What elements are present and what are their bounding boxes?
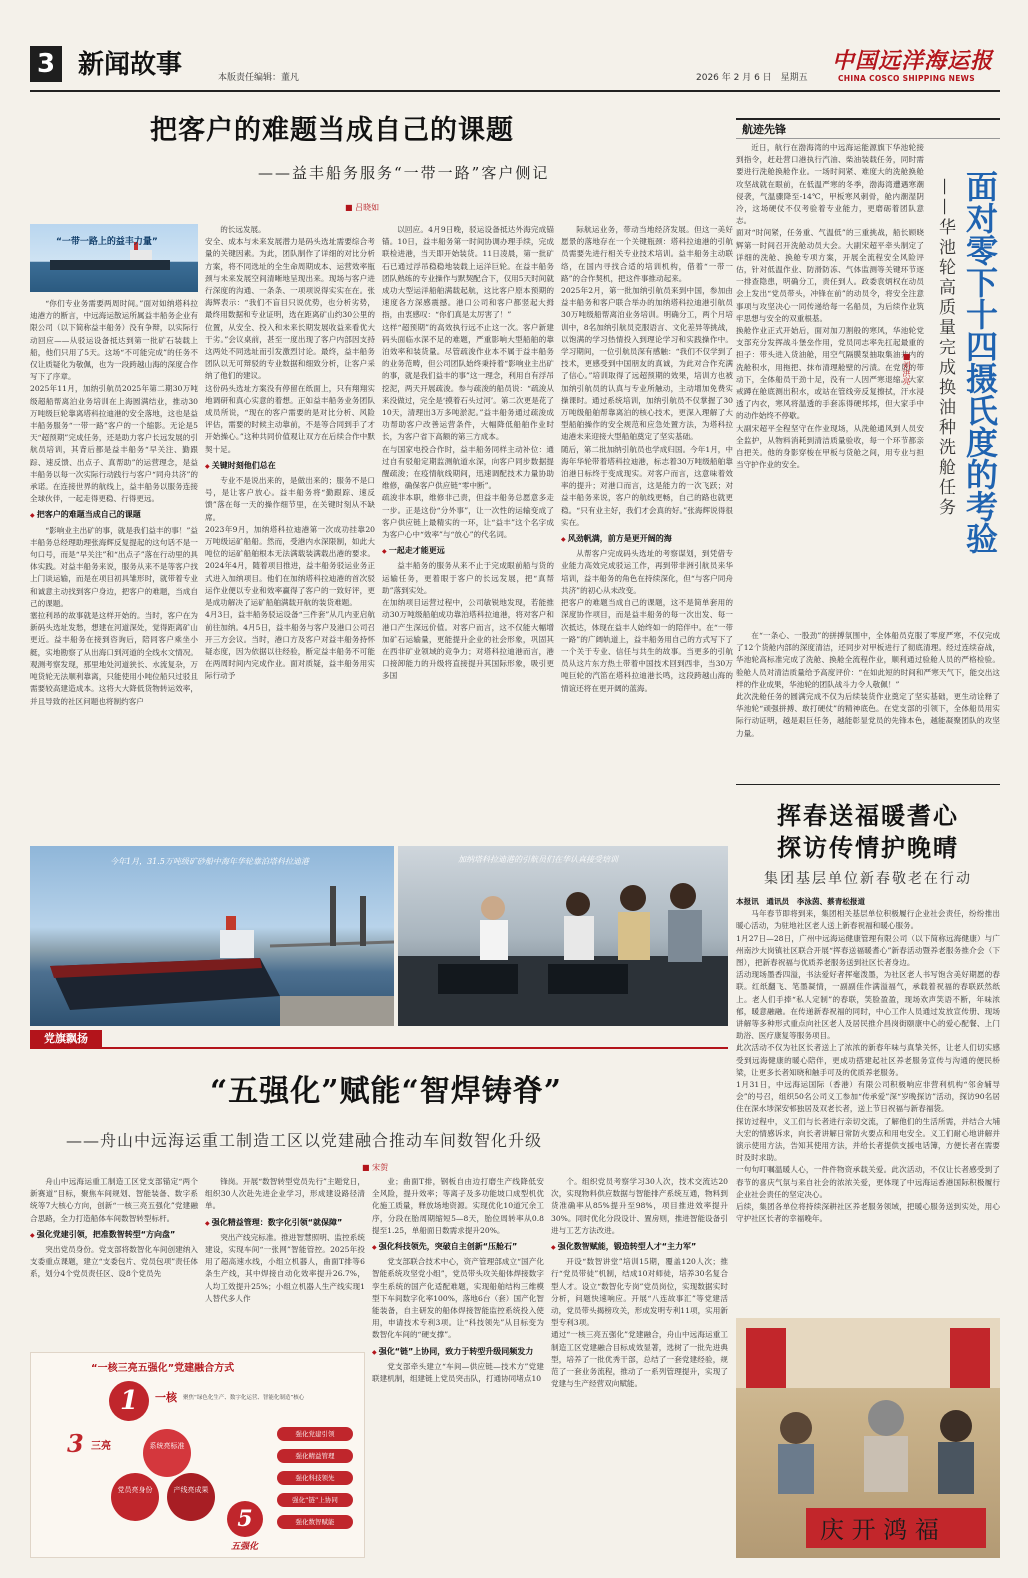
party-col-4-text: 个。组织党员考察学习30人次，技术交流达20次，实现物料供应数据与智能排产系统互通，物料到货准确率从85%提升至98%，项目推进效率提升30%。同时优化分段设计、置房则，推进智能设备引进与工艺方法改进。 — [551, 1177, 728, 1235]
lead-col-2-subhead: ◆ 关键时刻他们总在 — [205, 460, 375, 473]
lead-col-2-text: 的长远发展。 安全、成本与未来发展潜力是码头选址需要综合考量的关键因素。为此，团队制作了详细的对比分析方案，将不同选址的全生命周期成本、运营效率瓶颈与未来发展空间清晰地呈现出来。现场与客户进行深度的沟通、一条条、一项项说得实实在在。张海辉表示：“我们不盲目只说优势，也分析劣势，最终用数据和专业证明，选在距离矿山约30公里的位置，从安全、投入和未来长期发展收益来看优大于劣。”会议桌前，甚至一度出现了客户内部因支持这两处不同选址而引发激烈讨论。最终，益丰船务团队以无可辩驳的专业数据和细致分析，让客户采纳了他们的建议。 这份码头选址方案没有停留在纸面上，只有翔翔实地调研和真心实意的着想。正如益丰船务业务团队成员所说，“现在的客户需要的是对比分析、风险评估，需要的时候主动靠前，不是等合同到手了才开始操心。”这种共同价值观让双方在后续合作中默契十足。 — [205, 225, 375, 454]
party-col-4-text-b: 开设“数智讲堂”培训15期，覆盖120人次；推行“党员带徒”机制，结成10对师徒，培养30名复合型人才。设立“数智化专岗”党员岗位，实现数据实时分析，问题快速响应。开展“八连故事汇”等党建活动，党员带头揭榜攻关，形成发明专利11项，实用新型专利3项。 通过“一核三亮五强化”党建融合，舟山中远海运重工制造工区党建融合目标成效显著，选树了一批先进典型，培养了一批优秀干部，总结了一套党建经验，规范了一套业务流程，推动了一系列管理提升，实现了党建与生产经营双向赋能。 — [551, 1257, 728, 1389]
column-byline: ■刘洪亮 — [902, 352, 911, 385]
party-col-1 — [30, 1176, 198, 1344]
intro-photo-caption: “一带一路上的益丰力量” — [56, 237, 158, 247]
party-col-2-subhead: ◆ 强化精益管理：数字化引领“就保障” — [205, 1217, 365, 1230]
ship-illustration — [30, 846, 394, 1026]
ship-port-photo — [30, 846, 394, 1026]
diagram-five-label: 五强化 — [231, 1542, 259, 1552]
column-text-2-body: 在“一条心、一股劲”的拼搏氛围中，全体船员克服了零度严寒，不仅完成了12个货舱内部的深度清洁，还同步对甲板进行了彻底清理。经过连续奋战，华池轮高标准完成了洗舱、换舱全流程作业，顺利通过验舱人员的严格检验。验舱人员对清洁质量给予高度评价：“在如此短的时间和严寒天气下，能交出这样的作业成果，华池轮的团队战斗力令人敬佩！” 此次洗舱任务的圆满完成不仅为后续装货作业奠定了坚实基础，更生动诠释了华池轮“顽强拼搏、敢打硬仗”的精神底色。在党支部的引领下，全体船员用实际行动证明，越是艰巨任务，越能彰显党员的先锋本色，越能凝聚团队的攻坚力量。 — [736, 631, 1000, 738]
intro-photo — [30, 224, 198, 292]
lead-col-3-subhead: ◆ 一起走才能更远 — [382, 545, 554, 558]
spring-title-2: 探访传情护晚晴 — [777, 833, 959, 862]
diagram-five-item-5: 强化数智赋能 — [277, 1515, 353, 1529]
diagram-core-label: 一核 — [155, 1391, 177, 1404]
lead-title: 把客户的难题当成自己的课题 — [150, 115, 514, 146]
party-col-1-subhead: ◆ 强化党建引领，把准数智转型“方向盘” — [30, 1229, 198, 1242]
party-subtitle: ——舟山中远海运重工制造工区以党建融合推动车间数智化升级 — [66, 1131, 543, 1150]
lead-col-4 — [561, 224, 733, 838]
lead-col-4-subhead: ◆ 风劲帆满，前方是更开阔的海 — [561, 533, 733, 546]
column-text-1-body: 近日，航行在渤海湾的中远海运能源旗下华池轮接到指令，赶赴营口港执行汽油、柴油装载任务，同时需要进行洗舱换舱作业。一场时间紧、难度大的洗舱换舱攻坚战就在眼前，在低温严寒的冬季，渤海湾遭遇寒潮侵袭，气温骤降至-14℃，甲板寒风刺骨，舱内潮湿阴冷，这场硬仗不仅考验着专业能力，更磨砺着团队意志。 面对“时间紧，任务重、气温低”的三重挑战，船长顾晓辉第一时间召开洗舱动员大会。大副宋超平牵头制定了详细的洗舱、换舱专项方案，开展全流程安全风险评估，针对低温作业、防滑防冻、气体监测等关键环节逐一排查隐患，明确分工，责任到人。政委袁炳权在动员会上发出“党员带头，冲锋在前”的动员令，将安全注意事项与攻坚决心一同传递给每一名船员，为后续作业筑牢思想与安全的双重根基。 换舱作业正式开始后，面对加刀割般的寒风，华池轮党支部充分发挥战斗堡垒作用，党员同志率先扛起最重的担子：带头进入货油舱，用空气隔膜泵抽取集油井内的洗舱积水，用拖把、抹布清理舱壁的污渍。在党员的带动下，全体船员干劲十足，没有一人因严寒退缩。大家戒蹲在舱底测出积水，或站在管线旁反复擦拭，汗水浸透了内衣，寒风将温透的手套冻得硬邦邦，但大家手中的动作始终不停歇。 大副宋超平全程坚守在作业现场，从洗舱通风到人员安全监护，从物料消耗到清洁质量验收，每一个环节都亲自把关。他的身影穿梭在甲板与货舱之间，用专业与担当守护作业的安全。 — [736, 143, 924, 470]
diagram-three-item-3: 产线亮成果 — [173, 1486, 209, 1494]
lead-col-4-text: 际航运业务，带动当地经济发展。但这一美好愿景的落地存在一个关键瓶颈：塔科拉迪港的引航员需要先进行相关专业技术培训。益丰船务主动联络，在国内寻找合适的培训机构，借着“一带一路”的合作契机，把这件事推动起来。 2025年2月，第一批加纳引航员来到中国，参加由益丰船务和客户联合举办的加纳塔科拉迪港引航员30万吨级船帮离泊业务培训。明确分工，两个月培训中，8名加纳引航员克服语言、文化差异等挑战，以饱满的学习热情投入到理论学习和实践操作中。学习期间，一位引航员深有感触：“我们不仅学到了技术，更感受到中国朋友的真诚，为此对合作充满了信心。”培训取得了远超预期的效果，培训方也被加纳引航员的认真与专业所触动，主动增加免费实操课时。通过系统培训，加纳引航员不仅掌握了30万吨级船舶帮靠离泊的核心技术，更深入理解了大型船舶操作的安全规范和应急处置方法，为塔科拉迪港未来迎接大型船舶奠定了坚实基础。 随后，第二批加纳引航员也学成归国。今年1月，中海年华轮带着塔科拉迪港，标志着30万吨级船舶靠泊港日标终于变成现实。对客户而言，这意味着效率的提升；对港口而言，这是能力的一次飞跃；对益丰船务来说，客户的航线更畅，自己的路也就更稳。“只有业主好，我们才会真的好。”张海辉说得很实在。 — [561, 225, 733, 527]
lead-col-3-text-b: 益丰船务的服务从来不止于完成眼前船与货的运输任务，更着眼于客户的长远发展，把“真帮助”落到实处。 在加纳项目运营过程中，公司敏锐地发现，若能推动30万吨级船舶成功靠泊塔科拉迪港，将对客户和港口产生深远价值。对客户而言，这不仅能大幅增加矿石运输量，更能提升企业的社会形象，巩固其在西非矿业领域的竞争力；对塔科拉迪港而言，港口接卸能力的升级将直接提升其国际形象，吸引更多国 — [382, 561, 554, 681]
column-label-rule — [736, 138, 1000, 139]
party-col-3-text-b: 党支部联合技术中心，资产管理部成立“国产化智能系统攻坚党小组”，党员带头攻关船体焊接数字孪生系统的国产化适配难题，实现船舶结构三维模型下车间数字化率100%，落地6台（套）国产化智能装备，自主研发的船体焊接智能监控系统投入使用，申请技术专利3项。让“科技领先”从目标变为数智化车间的“硬支撑”。 — [372, 1257, 544, 1340]
spring-text-body: 马年春节即将到来，集团相关基层单位积极履行企业社会责任，纷纷推出暖心活动，为驻地社区老人送上新春祝福和暖心服务。 1月27日—28日，广州中远海运健康管理有限公司（以下简称远海健康）与广州南沙大岗镇社区联合开展“挥春送福暖耆心”新春活动暨养老服务推介会（下图），把新春祝福与优质养老服务送到社区长者身边。 活动现场墨香四溢，书法爱好者挥毫泼墨，为社区老人书写饱含美好期愿的春联。红纸翻飞、笔墨凝情，一副副佳作满溢福气，承载着祝福的春联跃然纸上。老人们手捧“私人定制”的春联，笑脸盈盈，现场欢声笑语不断，年味浓郁，暖意融融。在传递新春祝福的同时，中心工作人员通过发放宣传册、现场讲解等多种形式重点向社区老人及居民推介昌岗街颐康中心的爱心配餐、上门助浴、医疗康复等服务项目。 此次活动不仅为社区长者送上了浓浓的新春年味与真挚关怀，让老人们切实感受到远海健康的暖心陪伴，更成功搭建起社区养老服务宣传与沟通的便民桥梁，让更多长者知晓和触手可及的优质养老服务。 1月31日，中远海运国际（香港）有限公司积极响应非营利机构“邻舍辅导会”的号召，组织50名公司义工参加“传承爱”深“岁晚探访”活动，探访90名居住在深水埗深安邨独居及双老长者，送上节日祝福与新春福袋。 探访过程中，义工们与长者进行亲切交流，了解他们的生活所需，并结合大埔大宏的情感诉求，向长者讲解日常防火要点和用电安全。义工们耐心地讲解并演示使用方法，告知其使用方法，并给长者提供支援电话簿，方便长者在需要时及时求助。 一句句叮嘱温暖人心，一件件物资承载关爱。此次活动，不仅让长者感受到了春节的喜庆气氛与来自社会的浓浓关爱，更体现了中远海运香港国际积极履行企业社会责任的坚定决心。 后续，集团各单位将持续深耕社区养老服务领域，把暖心服务送到实处，用心守护社区长者的幸福晚年。 — [736, 909, 1000, 1224]
calligraphy-photo — [736, 1318, 1000, 1558]
diagram-five-item-2: 强化精益管理 — [277, 1449, 353, 1463]
diagram-three-item-1: 系统亮标准 — [149, 1442, 185, 1450]
ship-port-caption: 今年1月，31.5万吨级矿砂船中海年华轮靠泊塔科拉迪港 — [110, 857, 309, 866]
lead-col-2-text-b: 专业不是说出来的，是做出来的；服务不是口号，是让客户放心。益丰船务将“勤跟踪、速反馈”落在每一天的操作细节里，在关键时刻从不缺席。 2023年9月，加纳塔科拉迪港第一次成功挂靠20万吨级运矿船船。然而，受港内水深限制，如此大吨位的运矿船舶根本无法满载装满载出港的要求。2024年4月，随着项目推进，益丰船务驳运业务正式进入加纳项目。他们在加纳塔科拉迪港的首次驳运作业便以专业和效率赢得了客户的一致好评，更是成功解决了运矿船舶满载开航的装货难题。 4月3日，益丰船务驳运设备“三件套”从几内亚启航前往加纳。4月5日，益丰船务与客户及港口公司召开三方会议。当时，港口方及客户对益丰船务持怀疑态度，因为依据以往经验，断定益丰船务不可能在两周时间内完成作业。面对质疑，益丰船务用实际行动予 — [205, 476, 375, 681]
party-col-3-subhead-2: ◆ 强化“链”上协同，致力于转型升级同频发力 — [372, 1346, 544, 1359]
diagram-core-num: 1 — [119, 1386, 139, 1416]
section-name: 新闻故事 — [78, 50, 183, 80]
spring-byline: 本报讯 通讯员 李泳茵、蔡青松报道 — [736, 897, 866, 906]
lead-col-4-text-b: 从帮客户完成码头选址的考察谋划，到凭借专业能力高效完成驳运工作，再到带非洲引航员来华培训，益丰船务的角色在持续深化，但“与客户同舟共济”的初心从未改变。 把客户的难题当成自己的课题，这不是简单套用的深度协作项目，而是益丰船务的每一次出发、每一次抵达，体现在益丰人始终如一的陪伴中。在“一带一路”的广阔轨道上，益丰船务用自己的方式写下了一个关于专业、信任与共生的故事。当更多的引航员从这片东方热土带着中国技术回到西非，当30万吨巨轮的汽笛在塔科拉迪港长鸣，这段跨越山海的情谊还将在更开阔的蓝海。 — [561, 549, 733, 693]
party-byline: ■ 宋贺 — [362, 1163, 389, 1172]
party-col-2-text: 锋岗。开展“数智转型党员先行”主题党日，组织30人次赴先进企业学习，形成建设路径清单。 — [205, 1177, 365, 1211]
party-col-3-subhead: ◆ 强化科技领先，突破自主创新“压舱石” — [372, 1241, 544, 1254]
column-label: 航迹先锋 — [742, 123, 786, 136]
diagram-five-item-3: 强化科技领先 — [277, 1471, 353, 1485]
party-col-2-text-b: 突出产线完标准。推进智慧照明、监控系统建设，实现车间“一张网”智能管控。2025年投用了超高速水线，小组立机器人，曲面T排等6条生产线，其中焊接自动化效率提升26.7%，人均工效提升25%；小组立机器人生产线实现1人替代多人作 — [205, 1232, 365, 1303]
svg-text:庆 开 鸿 福: 庆 开 鸿 福 — [820, 1516, 939, 1544]
lead-col-1 — [30, 298, 198, 838]
column-text-1 — [736, 142, 924, 626]
party-col-4 — [551, 1176, 728, 1558]
party-col-2 — [205, 1176, 365, 1344]
diagram-three-circle-1 — [143, 1429, 191, 1477]
party-col-1-text-b: 突出党员身份。党支部将数智化车间创建纳入支委重点课题，建立“支委包片、党员包项”责任体系，划分4个党员责任区、设8个党员先 — [30, 1245, 198, 1279]
paper-name: 中国远洋海运报 — [832, 48, 994, 74]
diagram-three-label: 三亮 — [91, 1441, 111, 1452]
party-tag-rule — [30, 1047, 728, 1049]
column-text-2 — [736, 630, 1000, 780]
pilot-training-caption: 加纳塔科拉迪港的引航员们在华认真接受培训 — [458, 855, 618, 864]
training-illustration — [398, 846, 728, 1026]
diagram-core-desc: 聚焦“绿色化生产、数字化运营、智能化制造”核心 — [183, 1395, 305, 1401]
lead-subtitle: ——益丰船务服务“一带一路”客户侧记 — [258, 164, 550, 182]
paper-name-en: CHINA COSCO SHIPPING NEWS — [838, 74, 975, 83]
spring-subtitle: 集团基层单位新春敬老在行动 — [764, 871, 972, 887]
diagram-three-item-2: 党员亮身份 — [117, 1486, 153, 1494]
pilot-training-photo — [398, 846, 728, 1026]
diagram-three-circle-2 — [111, 1473, 159, 1521]
party-col-4-subhead: ◆ 强化数智赋能，锻造转型人才“主力军” — [551, 1241, 728, 1254]
lead-col-3 — [382, 224, 554, 838]
party-tag: 党旗飘扬 — [44, 1032, 88, 1045]
issue-date: 2026 年 2 月 6 日 星期五 — [696, 73, 808, 83]
lead-col-1-subhead: ◆ 把客户的难题当成自己的课题 — [30, 509, 198, 522]
editor-credit: 本版责任编辑：董凡 — [218, 73, 300, 83]
party-diagram — [30, 1352, 365, 1558]
party-col-3 — [372, 1176, 544, 1558]
diagram-three-num: 3 — [67, 1429, 84, 1458]
party-col-3-text: 业；曲面T排，钢板自由边打磨生产线降低安全风险，提升效率；等离子及多功能坡口成型机优化施工质量，释放场地资源。实现优化10道冗余工序，分段在胎周期缩短5—8天，胎位周转率从0.8提至1.25，单船面日数需求提升20%。 — [372, 1177, 544, 1235]
column-top-rule — [736, 118, 1000, 120]
lead-col-3-text: 以回应。4月9日晚，驳运设备抵达外海完成锚锚。10日，益丰船务第一时间协调办理手续，完成联检进港，当天即开始装货。11日凌晨，第一批矿石已通过浮吊稳稳地装载上运洋巨轮。在益丰船务团队熟练的专业操作与默契配合下，仅用5天时间就成功大型运洋船舶满载起航，这比客户原本预期的速度各方深感震撼。港口公司和客户都竖起大拇指，由衷感叹：“你们真是太厉害了！” 这样“超预期”的高效执行远不止这一次。客户新建码头面临水深不足的难题，严重影响大型船舶的靠泊效率和装货量。尽管疏浚作业本不属于益丰船务的业务范畴，但公司团队始终秉持着“影响业主出矿的事，就是我们益丰的事”这一理念，利用自有浮吊挖泥，两天开展疏浚。参与疏浚的船员说：“疏浚从来没做过，完全是‘摸着石头过河’。第二次更是花了10天，清理出3万多吨淤泥。”益丰船务通过疏浚成功帮助客户改善运营条件，大幅降低船舶作业时长，为客户省下高额的第三方成本。 在与国家电投合作时，益丰船务同样主动补位：通过自有驳船定期监测航道水深，向客户同步数据提醒疏浚；在疫情航线期间，迅速调配技术力量协助维修，确保客户供应链“零中断”。 疏浚非本职，维修非己责，但益丰船务总愿意多走一步。正是这份“分外事”，让一次性的运输变成了客户供应链上最精实的一环，让“益丰”这个名字成为客户心中“效率”与“放心”的代名词。 — [382, 225, 554, 540]
lead-col-1-text: “你们专业务需要两周时间。”面对如纳塔科拉迪港方的断言，中远海运散运所属益丰船务企业有限公司（以下简称益丰船务）没有争辩，以实际行动回应——从驳运设备抵达到第一批矿石装载上船，他们只用了5天。这场“不可能完成”的任务不仅让质疑化为敬佩，也为一段跨越山海的深度合作写下了序章。 2025年11月，加纳引航员2025年第二期30万吨级超船帮离泊业务培训在上海圆满结业，推动30万吨级巨轮靠离塔科拉迪港的安全落地，这也是益丰船务服务“一带一路”客户的一个缩影。无论是5天“超预期”完成任务，还是助力客户长远发展的引航员培训，其背后都是益丰船务“早关注、勤跟踪、速反馈、出点子、真帮助”的运营理念，是益丰船务以每一次实际行动践行与客户“同舟共济”的承诺。在连接世界的航线上，益丰船务以服务连接全球伙伴，一起走得更稳、行得更远。 — [30, 299, 198, 504]
diagram-title: “一核三亮五强化”党建融合方式 — [91, 1363, 235, 1374]
column-bottom-rule — [736, 784, 1000, 785]
page-number: 3 — [36, 49, 56, 79]
masthead — [0, 0, 1028, 92]
masthead-rule — [30, 90, 1000, 92]
party-col-3-text-c: 党支部牵头建立“车间—供应链—技术方”党建联建机制，组建链上党员突击队，打通协同堵点10 — [372, 1361, 544, 1384]
diagram-three-circle-3 — [167, 1473, 215, 1521]
spring-title-1: 挥春送福暖耆心 — [777, 801, 959, 830]
diagram-five-item-4: 强化“链”上协同 — [277, 1493, 353, 1507]
party-col-1-text: 舟山中远海运重工制造工区党支部锚定“两个新赛道”目标，聚焦车间规划、智能装备、数字系统等7大核心方向，创新“一核三亮五强化”党建融合思路，全力打造船体车间数智转型标杆。 — [30, 1177, 198, 1223]
column-title: 面对零下十四摄氏度的考验 — [961, 170, 999, 554]
diagram-five-item-1: 强化党建引领 — [277, 1427, 353, 1441]
diagram-five-num: 5 — [237, 1506, 253, 1532]
calligraphy-illustration — [736, 1318, 1000, 1558]
party-title: “五强化”赋能“智焊铸脊” — [210, 1074, 563, 1109]
lead-col-1-text-b: “影响业主出矿的事，就是我们益丰的事！”益丰船务总经理助理张海辉反复提起的这句话不是一句口号，而是“早关注”和“出点子”落在行动里的具体实践。对益丰船务来说，服务从来不是等客户找上门谈运输，而是在项目初具雏形时，就带着专业和诚意主动找到客户身边，把客户的难题，当成自己的课题。 塞拉利昂的故事就是这样开始的。当时，客户在为新码头选址发愁，想建在河道深处，觉得距离矿山更近。益丰船务在接到咨询后，陪同客户乘坐小艇，实地勘察了从出海口到河道的全线水文情况。观测考察发现，那里地处河道狭长、水流复杂，万吨货轮无法顺利靠离，只能使用小吨位船只过驳且需要较高建造成本。这将大大降低货物转运效率，并且导致的社区问题也将制约客户 — [30, 525, 198, 706]
lead-byline: ■ 吕晓如 — [345, 203, 380, 212]
column-subtitle: ——华池轮高质量完成换油种洗舱任务 — [935, 178, 955, 518]
lead-col-2 — [205, 224, 375, 838]
spring-text — [736, 896, 1000, 1312]
